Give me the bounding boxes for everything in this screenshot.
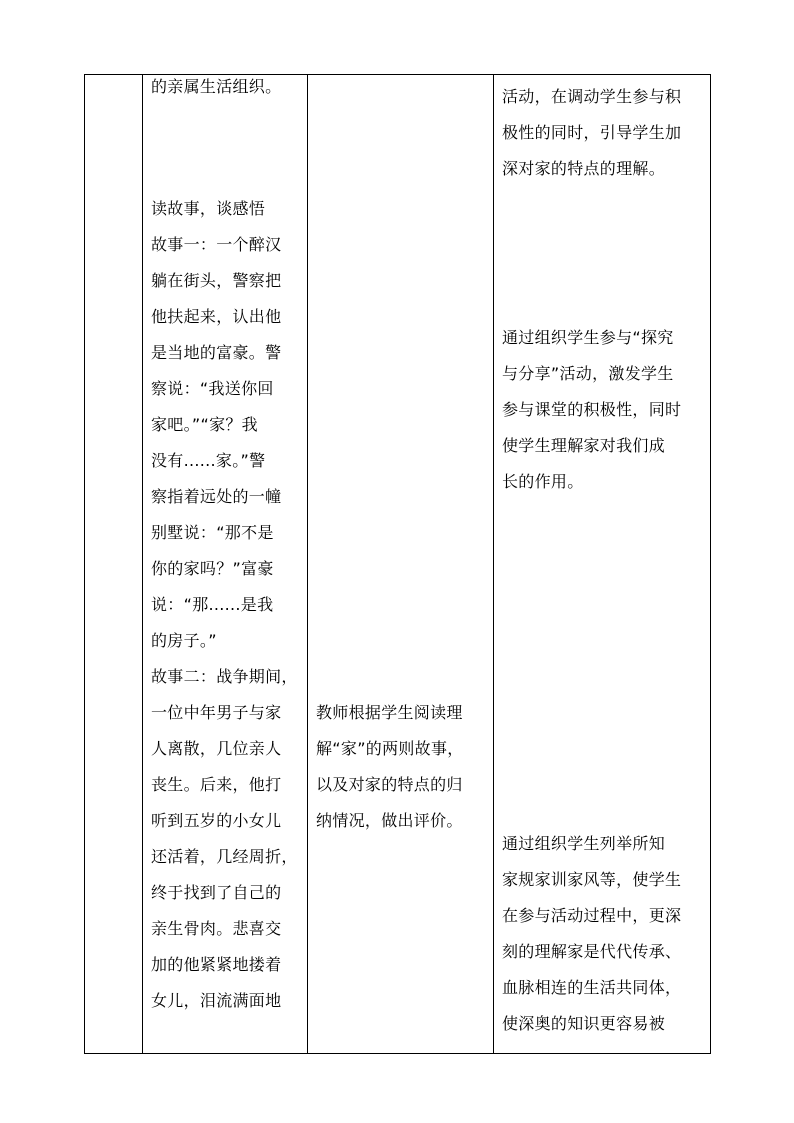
text-line: 人离散，几位亲人: [151, 739, 282, 758]
story-block: [151, 191, 298, 1019]
content-cell-inner: [143, 75, 307, 1053]
text-line: 通过组织学生参与“探究: [502, 328, 674, 347]
text-line: 还活着，几经周折，: [151, 847, 298, 866]
column-1-cell: [85, 75, 143, 1054]
text-line: 通过组织学生列举所知: [502, 834, 666, 853]
text-line: 没有......家。”警: [151, 451, 266, 470]
column-1-content: [85, 75, 142, 1053]
text-line: 参与课堂的积极性，同时: [502, 400, 682, 419]
text-line: 躺在街头，警察把: [151, 271, 282, 290]
text-line: 解“家”的两则故事，: [316, 739, 464, 758]
text-line: 极性的同时，引导学生加: [502, 123, 682, 142]
text-line: 他扶起来，认出他: [151, 307, 282, 326]
text-line: 终于找到了自己的: [151, 883, 282, 902]
content-cell: [143, 75, 308, 1054]
text-line: 刻的理解家是代代传承、: [502, 942, 682, 961]
text-line: 与分享”活动，激发学生: [502, 364, 674, 383]
text-line: 深对家的特点的理解。: [502, 159, 666, 178]
design-intent-block-2: [502, 320, 681, 500]
text-line: 别墅说：“那不是: [151, 523, 274, 542]
text-line: 加的他紧紧地搂着: [151, 955, 282, 974]
text-line: 察说：“我送你回: [151, 379, 274, 398]
text-line: 家吧。”“家？我: [151, 415, 258, 434]
text-line: 故事二：战争期间，: [151, 667, 298, 686]
design-intent-cell: [494, 75, 711, 1054]
text-line: 说：“那......是我: [151, 595, 274, 614]
text-line: 是当地的富豪。警: [151, 343, 282, 362]
design-intent-cell-inner: [494, 75, 710, 1053]
text-line: 你的家吗？”富豪: [151, 559, 274, 578]
text-line: 读故事，谈感悟: [151, 199, 266, 218]
text-line: 一位中年男子与家: [151, 703, 282, 722]
lesson-plan-table: [84, 74, 711, 1054]
table-row: [85, 75, 711, 1054]
text-line: 家规家训家风等，使学生: [502, 870, 682, 889]
text-line: 听到五岁的小女儿: [151, 811, 282, 830]
evaluation-block: [316, 695, 464, 839]
text-line: 纳情况，做出评价。: [316, 811, 463, 830]
evaluation-cell-inner: [308, 75, 493, 1053]
text-line: 活动，在调动学生参与积: [502, 87, 682, 106]
text-line: 丧生。后来，他打: [151, 775, 282, 794]
text-line: 故事一：一个醉汉: [151, 235, 282, 254]
text-line: 的房子。”: [151, 631, 217, 650]
text-line: 亲生骨肉。悲喜交: [151, 919, 282, 938]
text-line: 教师根据学生阅读理: [316, 703, 463, 722]
text-line: 在参与活动过程中，更深: [502, 906, 682, 925]
text-line: 察指着远处的一幢: [151, 487, 282, 506]
evaluation-cell: [308, 75, 494, 1054]
text-line: 血脉相连的生活共同体，: [502, 978, 682, 997]
design-intent-block-1: [502, 79, 681, 187]
text-line: 的亲属生活组织。: [151, 77, 282, 96]
text-line: 使深奥的知识更容易被: [502, 1014, 666, 1033]
design-intent-block-3: [502, 826, 681, 1042]
content-block-1: [151, 69, 281, 105]
text-line: 以及对家的特点的归: [316, 775, 463, 794]
text-line: 女儿，泪流满面地: [151, 991, 282, 1010]
text-line: 使学生理解家对我们成: [502, 436, 666, 455]
text-line: 长的作用。: [502, 472, 584, 491]
